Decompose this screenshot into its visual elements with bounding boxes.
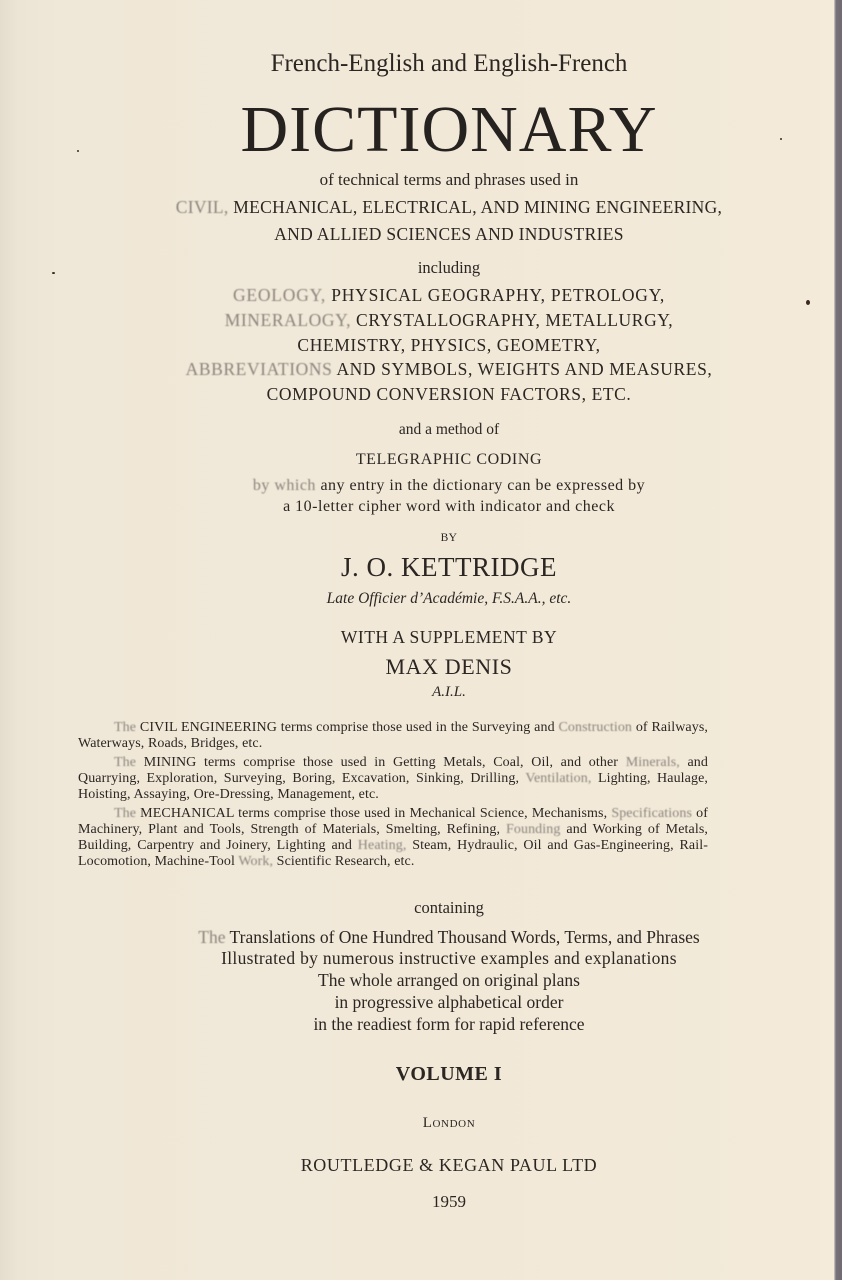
paragraph-text: Lighting, Haulage, Hoisting, Assaying, Ore-Dressing, Management, etc. [78, 771, 708, 802]
containing-label: containing [414, 898, 484, 917]
paragraph-lead: The [114, 806, 137, 821]
method-line: and a method of [398, 421, 500, 438]
subjects-line-1-prefix: GEOLOGY, [232, 285, 327, 305]
paragraph-lead: Ventilation, [525, 771, 592, 786]
coding-description-line-1 [32, 477, 842, 495]
paragraph-lead: Founding [506, 822, 561, 837]
mining-paragraph [78, 755, 708, 803]
paragraph-text: and Working of Metals, Building, Carpentry and Joinery, Lighting and [78, 822, 708, 853]
paragraph-text: of Machinery, Plant and Tools, Strength of Materials, Smelting, Refining, [78, 806, 708, 837]
paragraph-text: MINING terms comprise those used in Getting Metals, Coal, Oil, and other [136, 755, 619, 770]
contents-line-2: Illustrated by numerous instructive examples and explanations [221, 948, 677, 968]
page-edge-shadow [834, 0, 842, 1280]
paragraph-lead: Specifications [611, 806, 693, 821]
publication-city: London [422, 1115, 476, 1131]
subjects-line-5-text: COMPOUND CONVERSION FACTORS, ETC. [266, 384, 632, 404]
civil-engineering-paragraph [78, 720, 708, 752]
subtitle-top: French-English and English-French [270, 50, 628, 77]
paragraph-text: and Quarrying, Exploration, Surveying, Boring, Excavation, Sinking, Drilling, [78, 755, 708, 786]
publication-year: 1959 [432, 1192, 466, 1211]
fields-line-1-text: MECHANICAL, ELECTRICAL, AND MINING ENGINEERING, [228, 197, 723, 217]
subjects-line-2 [32, 310, 842, 331]
fields-line-1-prefix: CIVIL, [175, 197, 229, 217]
paragraph-lead: The [114, 755, 137, 770]
subjects-line-4-prefix: ABBREVIATIONS [185, 359, 333, 379]
subjects-line-2-text: CRYSTALLOGRAPHY, METALLURGY, [351, 310, 674, 330]
author-credentials: Late Officier d’Académie, F.S.A.A., etc. [326, 590, 572, 607]
subjects-line-1 [32, 285, 842, 306]
subjects-line-4-text: AND SYMBOLS, WEIGHTS AND MEASURES, [332, 359, 713, 379]
paragraph-text: MECHANICAL terms comprise those used in Mechanical Science, Mechanisms, [136, 806, 608, 821]
subjects-line-4 [32, 359, 842, 380]
subjects-line-2-prefix: MINERALOGY, [224, 310, 352, 330]
paragraph-lead: Heating, [357, 838, 407, 853]
fields-line-1 [32, 197, 842, 218]
subjects-line-1-text: PHYSICAL GEOGRAPHY, PETROLOGY, [326, 285, 666, 305]
coding-description-line-2: a 10-letter cipher word with indicator and check [283, 498, 615, 515]
telegraphic-coding-heading: TELEGRAPHIC CODING [355, 451, 543, 468]
contents-line-5: in the readiest form for rapid reference [313, 1014, 585, 1034]
paragraph-text: Steam, Hydraulic, Oil and Gas-Engineering, Rail-Locomotion, Machine-Tool [78, 838, 708, 869]
author-name: J. O. KETTRIDGE [341, 552, 557, 582]
paragraph-lead: Construction [558, 720, 633, 735]
fields-line-2: AND ALLIED SCIENCES AND INDUSTRIES [274, 224, 624, 244]
subjects-line-3 [32, 335, 842, 356]
supplement-author-name: MAX DENIS [385, 654, 513, 679]
publisher-name: ROUTLEDGE & KEGAN PAUL LTD [300, 1155, 598, 1175]
paragraph-text: of Railways, Waterways, Roads, Bridges, etc. [78, 720, 708, 751]
main-title: DICTIONARY [240, 93, 658, 166]
supplement-author-credentials: A.I.L. [432, 684, 466, 700]
subjects-line-5 [32, 384, 842, 405]
contents-line-3: The whole arranged on original plans [318, 970, 580, 990]
paragraph-text: CIVIL ENGINEERING terms comprise those used in the Surveying and [136, 720, 555, 735]
subjects-line-3-text: CHEMISTRY, PHYSICS, GEOMETRY, [297, 335, 601, 355]
coding-description-prefix: by which [252, 477, 316, 494]
contents-line-4: in progressive alphabetical order [334, 992, 564, 1012]
mechanical-paragraph [78, 806, 708, 870]
contents-line-1-prefix: The [198, 927, 226, 947]
paragraph-text: Scientific Research, etc. [273, 854, 415, 869]
supplement-by-label: WITH A SUPPLEMENT BY [340, 627, 558, 647]
including-label: including [417, 258, 481, 277]
by-label: BY [440, 532, 458, 544]
paragraph-lead: The [114, 720, 137, 735]
coding-description-text: any entry in the dictionary can be expressed by [315, 477, 646, 494]
paragraph-lead: Minerals, [625, 755, 680, 770]
paragraph-lead: Work, [238, 854, 274, 869]
volume-label: VOLUME I [395, 1063, 503, 1085]
contents-line-1-text: Translations of One Hundred Thousand Words, Terms, and Phrases [225, 927, 700, 947]
contents-line-1 [32, 927, 842, 948]
tech-terms-line: of technical terms and phrases used in [319, 170, 579, 189]
